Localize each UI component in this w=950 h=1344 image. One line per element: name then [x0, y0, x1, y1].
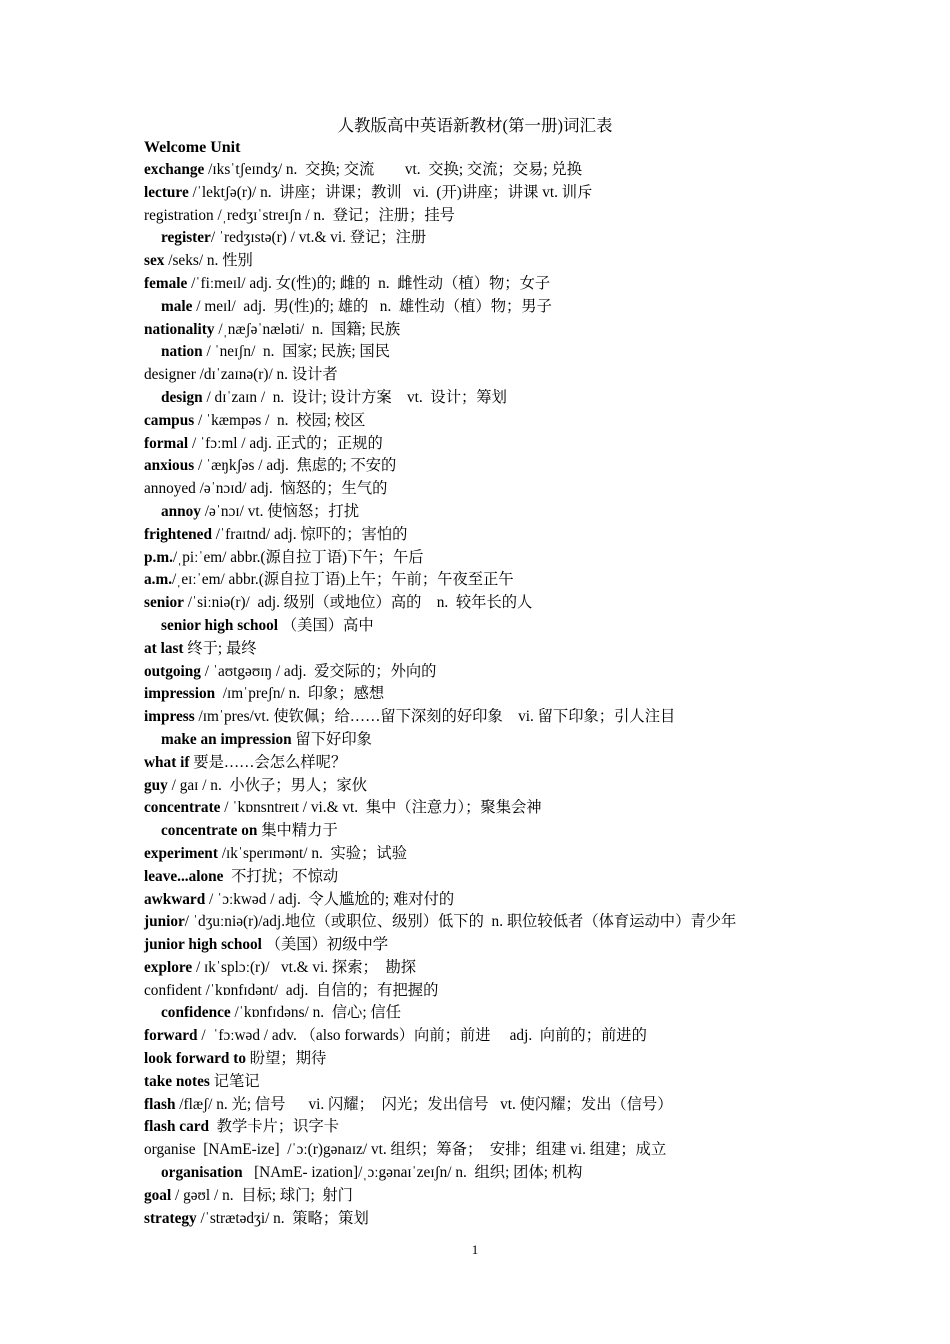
vocab-entry [144, 478, 834, 501]
vocab-word: designer [144, 366, 196, 384]
vocab-entry [144, 752, 834, 775]
vocab-definition: / ˈdʒuːniə(r)/adj.地位（或职位、级别）低下的 n. 职位较低者（体育运动中）青少年 [184, 913, 737, 931]
vocab-word: nationality [144, 320, 215, 338]
vocab-definition: /ˌredʒɪˈstreɪʃn / n. 登记；注册；挂号 [213, 206, 455, 224]
vocab-word: experiment [144, 844, 218, 862]
vocab-word: leave...alone [144, 867, 224, 885]
vocab-definition: 盼望；期待 [245, 1050, 327, 1068]
vocab-definition: /əˈnɔɪ/ vt. 使恼怒；打扰 [200, 502, 360, 520]
vocab-word: organisation [161, 1164, 243, 1182]
vocab-entry [144, 866, 834, 889]
vocab-entry [144, 980, 834, 1003]
page-title: 人教版高中英语新教材(第一册)词汇表 [337, 116, 613, 135]
vocab-entry [144, 638, 834, 661]
vocab-entry [144, 455, 834, 478]
vocab-entry [144, 797, 834, 820]
vocab-entry [144, 775, 834, 798]
vocab-word: make an impression [161, 730, 292, 748]
vocab-entry [144, 661, 834, 684]
vocab-word: strategy [144, 1209, 197, 1227]
vocab-word: male [161, 297, 193, 315]
vocab-entry [144, 547, 834, 570]
vocab-definition: / ˈæŋkʃəs / adj. 焦虑的; 不安的 [194, 457, 397, 475]
vocab-entry [144, 524, 834, 547]
vocab-word: at last [144, 639, 184, 657]
vocab-entry [144, 1208, 834, 1231]
vocab-definition: / ˈredʒɪstə(r) / vt.& vi. 登记；注册 [210, 229, 427, 247]
vocab-definition: / ˈneɪʃn/ n. 国家; 民族; 国民 [202, 343, 391, 361]
vocab-entry [144, 889, 834, 912]
vocab-definition: /flæʃ/ n. 光; 信号 vi. 闪耀； 闪光；发出信号 vt. 使闪耀；发出（信号） [175, 1095, 673, 1113]
vocab-word: anxious [144, 457, 195, 475]
vocab-entry [144, 250, 834, 273]
vocab-word: flash card [144, 1118, 210, 1136]
vocab-definition: / ˈkæmpəs / n. 校园; 校区 [194, 411, 366, 429]
vocab-entry [144, 410, 834, 433]
vocab-entry [144, 433, 834, 456]
vocab-definition: 集中精力于 [257, 822, 338, 840]
vocab-definition: /ˈlektʃə(r)/ n. 讲座；讲课；教训 vi. (开)讲座；讲课 vt. 训斥 [188, 183, 593, 201]
vocab-word: junior [144, 913, 185, 931]
vocab-word: campus [144, 411, 195, 429]
vocab-entry [144, 615, 834, 638]
vocab-word: look forward to [144, 1050, 246, 1068]
unit-heading: Welcome Unit [144, 139, 241, 156]
vocab-word: p.m. [144, 548, 173, 566]
vocab-word: registration [144, 206, 214, 224]
vocab-word: explore [144, 958, 193, 976]
vocab-word: lecture [144, 183, 189, 201]
vocab-entry [144, 683, 834, 706]
vocab-entry [144, 364, 834, 387]
vocab-word: awkward [144, 890, 206, 908]
vocab-word: register [161, 229, 211, 247]
vocab-entry [144, 1116, 834, 1139]
vocab-entry [144, 843, 834, 866]
vocab-definition: / ˈfɔːwəd / adv. （also forwards）向前；前进 adj. 向前的；前进的 [197, 1027, 647, 1045]
vocabulary-list [144, 159, 834, 1230]
vocab-definition: / ˈɔːkwəd / adj. 令人尴尬的; 难对付的 [205, 890, 455, 908]
vocab-word: what if [144, 753, 190, 771]
vocab-word: nation [161, 343, 203, 361]
vocab-word: annoy [161, 502, 201, 520]
vocab-entry [144, 1094, 834, 1117]
vocab-word: impression [144, 685, 216, 703]
vocab-word: goal [144, 1186, 172, 1204]
vocab-definition: /ˈfraɪtnd/ adj. 惊吓的；害怕的 [211, 525, 408, 543]
vocab-word: forward [144, 1027, 198, 1045]
vocab-entry [144, 592, 834, 615]
vocab-definition: / gaɪ / n. 小伙子；男人；家伙 [167, 776, 368, 794]
vocab-definition: /ɪmˈpres/vt. 使钦佩；给……留下深刻的好印象 vi. 留下印象；引人注目 [194, 708, 676, 726]
vocab-entry [144, 911, 834, 934]
vocab-definition: /ˈkɒnfɪdənt/ adj. 自信的；有把握的 [201, 981, 439, 999]
vocab-word: take notes [144, 1072, 210, 1090]
vocab-word: flash [144, 1095, 176, 1113]
vocab-definition: 记笔记 [209, 1072, 260, 1090]
vocab-word: concentrate on [161, 822, 258, 840]
vocab-definition: / gəʊl / n. 目标; 球门; 射门 [171, 1186, 353, 1204]
vocab-entry [144, 957, 834, 980]
vocab-entry [144, 706, 834, 729]
vocab-entry [144, 273, 834, 296]
vocab-definition: /ˌeɪːˈem/ abbr.(源自拉丁语)上午；午前；午夜至正午 [172, 571, 514, 589]
vocab-word: frightened [144, 525, 212, 543]
vocab-definition: / ˈfɔːml / adj. 正式的；正规的 [188, 434, 383, 452]
vocab-word: senior [144, 594, 184, 612]
vocab-definition: / meɪl/ adj. 男(性)的; 雄的 n. 雄性动（植）物；男子 [192, 297, 552, 315]
vocab-definition: /ɪmˈpreʃn/ n. 印象；感想 [215, 685, 385, 703]
vocab-definition: [NAmE- ization]/ˌɔːgənaɪˈzeɪʃn/ n. 组织; 团体; 机构 [242, 1164, 583, 1182]
vocab-word: impress [144, 708, 195, 726]
vocab-word: guy [144, 776, 168, 794]
vocab-definition: /ˌpiːˈem/ abbr.(源自拉丁语)下午；午后 [172, 548, 424, 566]
vocab-entry [144, 159, 834, 182]
vocab-entry [144, 1185, 834, 1208]
vocab-word: organise [144, 1141, 196, 1159]
vocab-definition: / ˈkɒnsntreɪt / vi.& vt. 集中（注意力）；聚集会神 [220, 799, 542, 817]
vocab-word: confident [144, 981, 202, 999]
vocab-entry [144, 182, 834, 205]
vocab-entry [144, 1139, 834, 1162]
vocab-word: exchange [144, 161, 205, 178]
vocab-definition: （美国）高中 [278, 616, 374, 634]
vocab-word: sex [144, 252, 165, 270]
vocab-word: design [161, 388, 203, 406]
vocab-word: formal [144, 434, 189, 452]
vocab-definition: /ɪksˈtʃeɪndʒ/ n. 交换; 交流 vt. 交换; 交流；交易; 兑换 [204, 161, 583, 178]
vocab-definition: / ɪkˈsplɔː(r)/ vt.& vi. 探索； 勘探 [192, 958, 417, 976]
vocab-definition: / dɪˈzaɪn / n. 设计; 设计方案 vt. 设计；筹划 [202, 388, 507, 406]
vocab-definition: /ˌnæʃəˈnæləti/ n. 国籍; 民族 [214, 320, 401, 338]
vocab-definition: /ˈstrætədʒi/ n. 策略；策划 [196, 1209, 369, 1227]
page-number: 1 [471, 1242, 479, 1257]
vocab-entry [144, 1048, 834, 1071]
vocab-entry [144, 501, 834, 524]
vocab-definition: /ˈsiːniə(r)/ adj. 级别（或地位）高的 n. 较年长的人 [183, 594, 533, 612]
vocab-definition: /seks/ n. 性别 [164, 252, 253, 270]
vocab-entry [144, 227, 834, 250]
vocab-definition: 教学卡片；识字卡 [209, 1118, 340, 1136]
vocab-definition: （美国）初级中学 [261, 936, 389, 954]
vocab-word: female [144, 274, 188, 292]
vocab-word: annoyed [144, 480, 196, 498]
vocab-entry [144, 934, 834, 957]
vocab-definition: [NAmE-ize] /ˈɔː(r)gənaɪz/ vt. 组织；筹备； 安排；组建 vi. 组建；成立 [195, 1141, 667, 1159]
vocab-entry [144, 341, 834, 364]
vocab-word: concentrate [144, 799, 221, 817]
vocab-entry [144, 1162, 834, 1185]
vocab-entry [144, 296, 834, 319]
vocab-definition: 要是……会怎么样呢？ [189, 753, 347, 771]
vocab-entry [144, 1002, 834, 1025]
vocab-definition: 留下好印象 [291, 730, 372, 748]
vocab-definition: / ˈaʊtgəʊɪŋ / adj. 爱交际的；外向的 [200, 662, 437, 680]
vocab-entry [144, 319, 834, 342]
vocab-entry [144, 820, 834, 843]
vocab-entry [144, 569, 834, 592]
vocab-word: confidence [161, 1004, 231, 1022]
vocab-definition: /dɪˈzaɪnə(r)/ n. 设计者 [195, 366, 338, 384]
vocab-definition: 不打扰；不惊动 [223, 867, 339, 885]
vocab-word: a.m. [144, 571, 173, 589]
vocab-entry [144, 387, 834, 410]
vocab-definition: 终于; 最终 [183, 639, 257, 657]
vocab-definition: /ɪkˈsperɪmənt/ n. 实验；试验 [217, 844, 407, 862]
vocab-definition: /ˈkɒnfɪdəns/ n. 信心; 信任 [230, 1004, 401, 1022]
vocab-entry [144, 729, 834, 752]
vocab-word: junior high school [144, 936, 262, 954]
vocab-definition: /əˈnɔɪd/ adj. 恼怒的；生气的 [195, 480, 388, 498]
vocab-entry [144, 1025, 834, 1048]
vocab-entry [144, 205, 834, 228]
vocab-definition: /ˈfiːmeɪl/ adj. 女(性)的; 雌的 n. 雌性动（植）物；女子 [187, 274, 551, 292]
vocab-entry [144, 1071, 834, 1094]
vocab-word: senior high school [161, 616, 279, 634]
vocab-word: outgoing [144, 662, 201, 680]
